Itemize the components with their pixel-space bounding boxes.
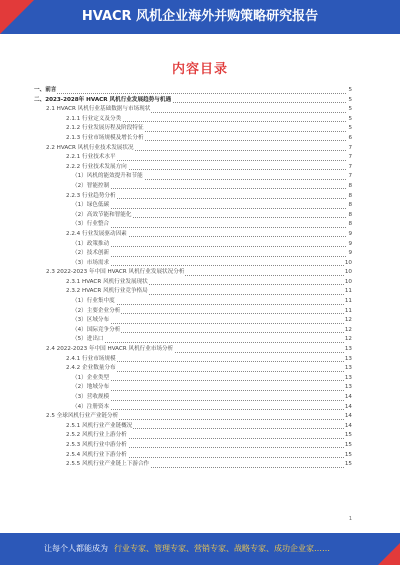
toc-entry[interactable] <box>34 96 352 106</box>
toc-leader-dots <box>72 256 346 257</box>
toc-entry-page: 8 <box>348 220 352 230</box>
toc-entry-label: （2）智能控制 <box>72 182 110 192</box>
toc-entry-page: 5 <box>348 86 352 96</box>
toc-entry-label: 2.5.2 风机行业上游分析 <box>66 431 128 441</box>
toc-leader-dots <box>72 246 346 247</box>
footer-tags: 行业专家、管理专家、营销专家、战略专家、成功企业家…… <box>114 544 330 553</box>
toc-entry-label: （2）地域分布 <box>72 383 110 393</box>
toc-entry-label: 2.1.1 行业定义及分类 <box>66 115 122 125</box>
toc-entry-label: 2.2.4 行业发展驱动因素 <box>66 230 128 240</box>
toc-leader-dots <box>72 323 346 324</box>
toc-entry-label: 2.3 2022-2023 年中国 HVACR 风机行业发展状况分析 <box>46 268 185 278</box>
toc-entry-page: 9 <box>348 230 352 240</box>
report-title: HVACR 风机企业海外并购策略研究报告 <box>81 9 319 24</box>
toc-entry-page: 9 <box>348 249 352 259</box>
toc-title: 内容目录 <box>171 62 228 77</box>
toc-entry-label: （1）绿色低碳 <box>72 201 110 211</box>
toc-entry-page: 8 <box>348 182 352 192</box>
toc-leader-dots <box>72 390 346 391</box>
toc-entry[interactable] <box>34 287 352 297</box>
toc-entry-page: 14 <box>345 403 352 413</box>
toc-entry-label: 2.4.1 行业市场规模 <box>66 355 117 365</box>
toc-entry[interactable] <box>34 153 352 163</box>
toc-entry[interactable] <box>34 220 352 230</box>
toc-entry-label: 2.5 全球风机行业产业链分析 <box>46 412 119 422</box>
toc-entry[interactable] <box>34 240 352 250</box>
table-of-contents <box>34 86 352 470</box>
toc-entry[interactable] <box>34 268 352 278</box>
toc-entry-label: （2）主要企业分析 <box>72 307 121 317</box>
toc-leader-dots <box>72 400 346 401</box>
toc-leader-dots <box>34 93 346 94</box>
toc-entry-page: 12 <box>345 316 352 326</box>
toc-entry-label: （3）营收规模 <box>72 393 110 403</box>
page-number: 1 <box>348 516 352 522</box>
toc-entry-label: 2.2.2 行业技术发展方向 <box>66 163 128 173</box>
toc-entry-page: 12 <box>345 326 352 336</box>
toc-entry[interactable] <box>34 259 352 269</box>
toc-entry-label: （1）企业类型 <box>72 374 110 384</box>
toc-entry-label: （3）行业整合 <box>72 220 110 230</box>
toc-entry[interactable] <box>34 393 352 403</box>
toc-entry-label: 2.2.1 行业技术水平 <box>66 153 117 163</box>
toc-entry-page: 14 <box>345 393 352 403</box>
toc-entry[interactable] <box>34 201 352 211</box>
toc-entry[interactable] <box>34 307 352 317</box>
toc-entry-label: （5）进出口 <box>72 335 105 345</box>
toc-entry-label: （4）注册资本 <box>72 403 110 413</box>
toc-entry[interactable] <box>34 374 352 384</box>
toc-entry[interactable] <box>34 316 352 326</box>
footer-lead: 让每个人都能成为 <box>44 544 108 553</box>
toc-entry-label: 2.2.3 行业趋势分析 <box>66 192 117 202</box>
toc-entry-label: 2.5.1 风机行业产业链概况 <box>66 422 133 432</box>
toc-entry[interactable] <box>34 124 352 134</box>
toc-entry-page: 13 <box>345 383 352 393</box>
toc-entry[interactable] <box>34 115 352 125</box>
toc-entry-label: 2.2 HVACR 风机行业技术发展状况 <box>46 144 135 154</box>
toc-entry-label: 2.4 2022-2023 年中国 HVACR 风机行业市场分析 <box>46 345 174 355</box>
toc-entry-label: 2.3.2 HVACR 风机行业竞争格局 <box>66 287 149 297</box>
toc-entry[interactable] <box>34 278 352 288</box>
toc-entry[interactable] <box>34 134 352 144</box>
toc-entry[interactable] <box>34 192 352 202</box>
toc-entry-label: （1）风机的能效提升和节能 <box>72 172 144 182</box>
toc-leader-dots <box>72 208 346 209</box>
toc-entry-page: 13 <box>345 374 352 384</box>
toc-entry-label: （1）行业集中度 <box>72 297 116 307</box>
toc-entry[interactable] <box>34 345 352 355</box>
toc-entry-page: 15 <box>345 460 352 470</box>
toc-entry-label: 2.1.3 行业市场规模及增长分析 <box>66 134 145 144</box>
toc-entry-page: 5 <box>348 115 352 125</box>
toc-entry-page: 7 <box>348 153 352 163</box>
toc-entry-label: （3）区域分布 <box>72 316 110 326</box>
toc-entry-page: 11 <box>345 297 352 307</box>
toc-entry-page: 15 <box>345 451 352 461</box>
toc-entry-page: 5 <box>348 105 352 115</box>
toc-entry[interactable] <box>34 451 352 461</box>
toc-entry[interactable] <box>34 172 352 182</box>
toc-entry-page: 11 <box>345 307 352 317</box>
toc-entry[interactable] <box>34 230 352 240</box>
toc-entry[interactable] <box>34 403 352 413</box>
toc-entry-page: 13 <box>345 355 352 365</box>
toc-entry-label: 2.5.4 风机行业下游分析 <box>66 451 128 461</box>
toc-entry-page: 12 <box>345 335 352 345</box>
toc-leader-dots <box>72 227 346 228</box>
toc-entry-page: 15 <box>345 441 352 451</box>
toc-entry-page: 14 <box>345 422 352 432</box>
toc-entry-page: 10 <box>345 259 352 269</box>
toc-entry-label: （3）市场需求 <box>72 259 110 269</box>
toc-entry[interactable] <box>34 383 352 393</box>
toc-entry[interactable] <box>34 412 352 422</box>
toc-entry[interactable] <box>34 144 352 154</box>
toc-entry-page: 8 <box>348 192 352 202</box>
toc-entry-label: 2.5.5 风机行业产业链上下游合作 <box>66 460 150 470</box>
toc-entry-page: 7 <box>348 163 352 173</box>
toc-leader-dots <box>72 188 346 189</box>
toc-entry-page: 7 <box>348 144 352 154</box>
toc-entry[interactable] <box>34 355 352 365</box>
toc-entry[interactable] <box>34 86 352 96</box>
toc-entry-page: 13 <box>345 345 352 355</box>
toc-entry-label: 2.1.2 行业发展历程及阶段特征 <box>66 124 145 134</box>
report-header <box>0 0 400 34</box>
toc-entry-page: 7 <box>348 172 352 182</box>
toc-entry-label: （4）国际竞争分析 <box>72 326 121 336</box>
toc-entry-label: 2.4.2 企业数量分布 <box>66 364 117 374</box>
toc-entry-page: 10 <box>345 268 352 278</box>
toc-entry[interactable] <box>34 364 352 374</box>
toc-entry-page: 9 <box>348 240 352 250</box>
toc-entry-page: 11 <box>345 287 352 297</box>
toc-entry-page: 14 <box>345 412 352 422</box>
toc-entry[interactable] <box>34 211 352 221</box>
toc-entry-label: 二、2023-2028年 HVACR 风机行业发展趋势与机遇 <box>34 96 172 106</box>
toc-entry-page: 10 <box>345 278 352 288</box>
toc-entry[interactable] <box>34 297 352 307</box>
toc-entry-label: （2）高效节能和智能化 <box>72 211 133 221</box>
toc-entry[interactable] <box>34 249 352 259</box>
footer-slogan <box>44 533 330 565</box>
toc-entry-label: 2.1 HVACR 风机行业基础数据与市场现状 <box>46 105 151 115</box>
report-footer <box>0 533 400 565</box>
toc-entry-label: 2.5.3 风机行业中游分析 <box>66 441 128 451</box>
toc-entry-page: 15 <box>345 431 352 441</box>
toc-leader-dots <box>72 380 346 381</box>
toc-leader-dots <box>72 409 346 410</box>
toc-entry[interactable] <box>34 422 352 432</box>
toc-entry-page: 6 <box>348 134 352 144</box>
toc-entry[interactable] <box>34 441 352 451</box>
toc-leader-dots <box>72 265 346 266</box>
toc-entry-label: 一、前言 <box>34 86 57 96</box>
toc-entry[interactable] <box>34 431 352 441</box>
toc-entry-page: 5 <box>348 96 352 106</box>
toc-entry-page: 5 <box>348 124 352 134</box>
toc-entry[interactable] <box>34 326 352 336</box>
toc-entry[interactable] <box>34 182 352 192</box>
toc-entry-label: （2）技术创新 <box>72 249 110 259</box>
toc-entry-page: 8 <box>348 211 352 221</box>
toc-entry-page: 13 <box>345 364 352 374</box>
toc-entry[interactable] <box>34 163 352 173</box>
toc-entry-label: 2.3.1 HVACR 风机行业发展现状 <box>66 278 149 288</box>
toc-entry-label: （1）政策推动 <box>72 240 110 250</box>
toc-leader-dots <box>72 342 346 343</box>
toc-entry-page: 8 <box>348 201 352 211</box>
footer-red-corner <box>378 543 400 565</box>
toc-entry[interactable] <box>34 105 352 115</box>
toc-entry[interactable] <box>34 335 352 345</box>
toc-entry[interactable] <box>34 460 352 470</box>
